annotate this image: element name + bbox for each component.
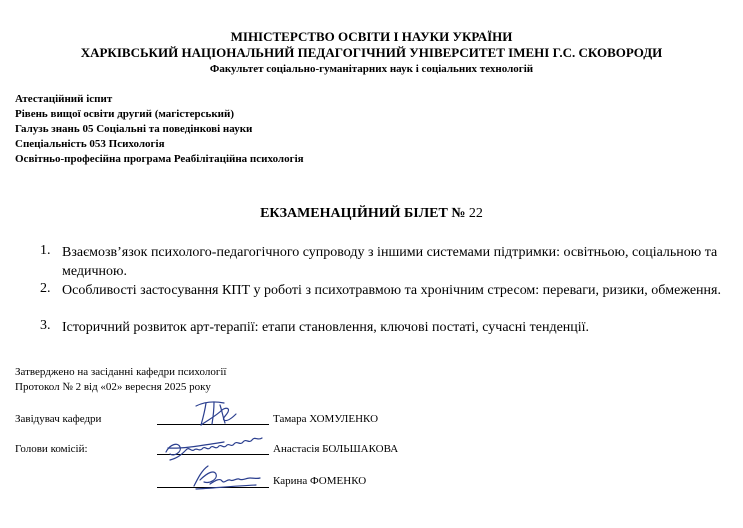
signer-role: Завідувач кафедри	[15, 413, 102, 425]
exam-type: Атестаційний іспит	[15, 93, 113, 105]
handwritten-signature	[190, 462, 262, 492]
signer-name: Анастасія БОЛЬШАКОВА	[273, 443, 399, 455]
approval-statement: Затверджено на засіданні кафедри психології	[15, 366, 227, 378]
ticket-number: 22	[468, 206, 483, 221]
specialty: Спеціальність 053 Психологія	[15, 138, 165, 150]
handwritten-signature	[164, 430, 268, 462]
field-of-knowledge: Галузь знань 05 Соціальні та поведінкові науки	[15, 123, 253, 135]
university-heading: ХАРКІВСЬКИЙ НАЦІОНАЛЬНИЙ ПЕДАГОГІЧНИЙ УНІВЕРСИТЕТ ІМЕНІ Г.С. СКОВОРОДИ	[80, 45, 663, 60]
question-text: Особливості застосування КПТ у роботі з психотравмою та хронічним стресом: переваги, ризики, обмеження.	[62, 283, 721, 298]
question-text: Історичний розвиток арт-терапії: етапи становлення, ключові постаті, сучасні тенденції.	[62, 320, 590, 335]
question-number: 2.	[40, 281, 51, 296]
faculty-heading: Факультет соціально-гуманітарних наук і соціальних технологій	[209, 63, 534, 75]
signer-role: Голови комісій:	[15, 443, 88, 455]
signer-name: Тамара ХОМУЛЕНКО	[273, 413, 379, 425]
ministry-heading: МІНІСТЕРСТВО ОСВІТИ І НАУКИ УКРАЇНИ	[230, 29, 513, 44]
educational-program: Освітньо-професійна програма Реабілітаційна психологія	[15, 153, 304, 165]
ticket-title	[0, 206, 743, 222]
question-number: 1.	[40, 243, 51, 258]
education-level: Рівень вищої освіти другий (магістерський)	[15, 108, 234, 120]
question-text: Взаємозв’язок психолого-педагогічного супроводу з іншими системами підтримки: освітньою, соціальною та медичною.	[62, 245, 718, 279]
handwritten-signature	[192, 398, 240, 428]
signer-name: Карина ФОМЕНКО	[273, 475, 367, 487]
protocol-line: Протокол № 2 від «02» вересня 2025 року	[15, 381, 211, 393]
ticket-title-label: ЕКЗАМЕНАЦІЙНИЙ БІЛЕТ №	[260, 206, 466, 221]
question-number: 3.	[40, 318, 51, 333]
